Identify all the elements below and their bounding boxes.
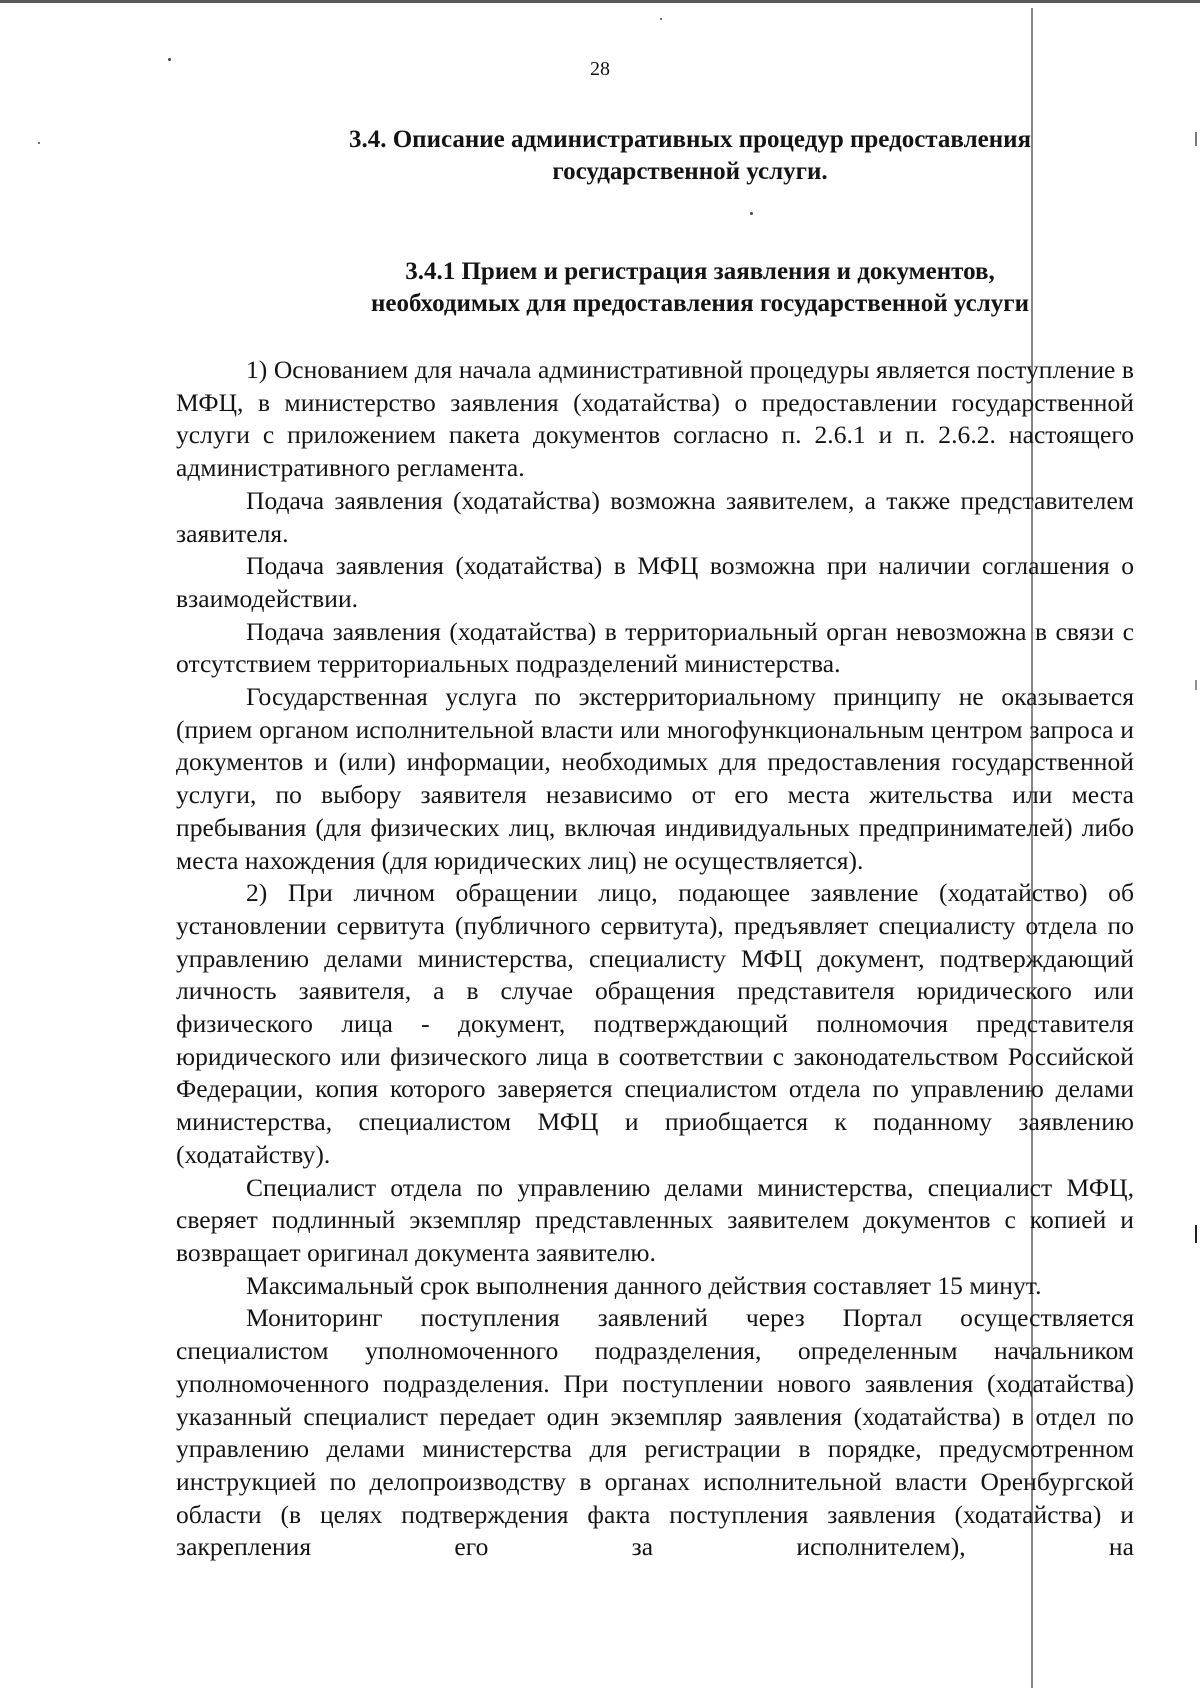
subsection-heading	[280, 256, 1120, 320]
body-text	[176, 354, 1134, 1564]
scan-edge-line	[0, 0, 1200, 3]
scan-margin-mark	[1195, 680, 1197, 690]
scan-speck	[750, 212, 753, 215]
paragraph-max-time: Максимальный срок выполнения данного действия составляет 15 минут.	[246, 1270, 1042, 1300]
section-heading	[290, 124, 1090, 188]
subsection-heading-line-1: 3.4.1 Прием и регистрация заявления и документов,	[405, 258, 995, 285]
page-number: 28	[590, 58, 610, 80]
scan-margin-mark	[1195, 132, 1197, 146]
scan-speck	[38, 142, 40, 144]
paragraph-submission-applicant: Подача заявления (ходатайства) возможна заявителем, а также представителем заявителя.	[176, 485, 1134, 548]
paragraph-basis: 1) Основанием для начала административной процедуры является поступление в МФЦ, в министерство заявления (ходатайства) о предоставлении государственной услуги с приложением пакета документов согласно п. 2.6.1 и п. 2.6.2. настоящего административного регламента.	[176, 355, 1134, 483]
scan-margin-mark	[1195, 1225, 1197, 1243]
paragraph-personal-appeal: 2) При личном обращении лицо, подающее заявление (ходатайство) об установлении сервитута (публичного сервитута), предъявляет специалисту отдела по управлению делами министерства, специалисту МФЦ документ, подтверждающий личность заявителя, а в случае обращения представителя юридического или физического лица - документ, подтверждающий полномочия представителя юридического или физического лица в соответствии с законодательством Российской Федерации, копия которого заверяется специалистом отдела по управлению делами министерства, специалистом МФЦ и приобщается к поданному заявлению (ходатайству).	[176, 878, 1134, 1169]
section-heading-line-2: государственной услуги.	[552, 158, 828, 185]
scan-speck	[660, 18, 662, 20]
section-heading-line-1: 3.4. Описание административных процедур предоставления	[348, 126, 1032, 153]
paragraph-extraterritorial: Государственная услуга по экстерриториальному принципу не оказывается (прием органом исполнительной власти или многофункциональным центром запроса и документов и (или) информации, необходимых для предоставления государственной услуги, по выбору заявителя независимо от его места жительства или места пребывания (для физических лиц, включая индивидуальных предпринимателей) либо места нахождения (для юридических лиц) не осуществляется).	[176, 682, 1134, 875]
paragraph-submission-territorial: Подача заявления (ходатайства) в территориальный орган невозможна в связи с отсутствием территориальных подразделений министерства.	[176, 616, 1134, 679]
paragraph-submission-mfc: Подача заявления (ходатайства) в МФЦ возможна при наличии соглашения о взаимодействии.	[176, 551, 1134, 613]
subsection-heading-line-2: необходимых для предоставления государственной услуги	[371, 290, 1029, 317]
paragraph-portal-monitoring: Мониторинг поступления заявлений через Портал осуществляется специалистом уполномоченного подразделения, определенным начальником уполномоченного подразделения. При поступлении нового заявления (ходатайства) указанный специалист передает один экземпляр заявления (ходатайства) в отдел по управлению делами министерства для регистрации в порядке, предусмотренном инструкцией по делопроизводству в органах исполнительной власти Оренбургской области (в целях подтверждения факта поступления заявления (ходатайства) и закрепления его за исполнителем), на	[176, 1303, 1134, 1562]
paragraph-verification: Специалист отдела по управлению делами министерства, специалист МФЦ, сверяет подлинный экземпляр представленных заявителем документов с копией и возвращает оригинал документа заявителю.	[176, 1172, 1134, 1267]
